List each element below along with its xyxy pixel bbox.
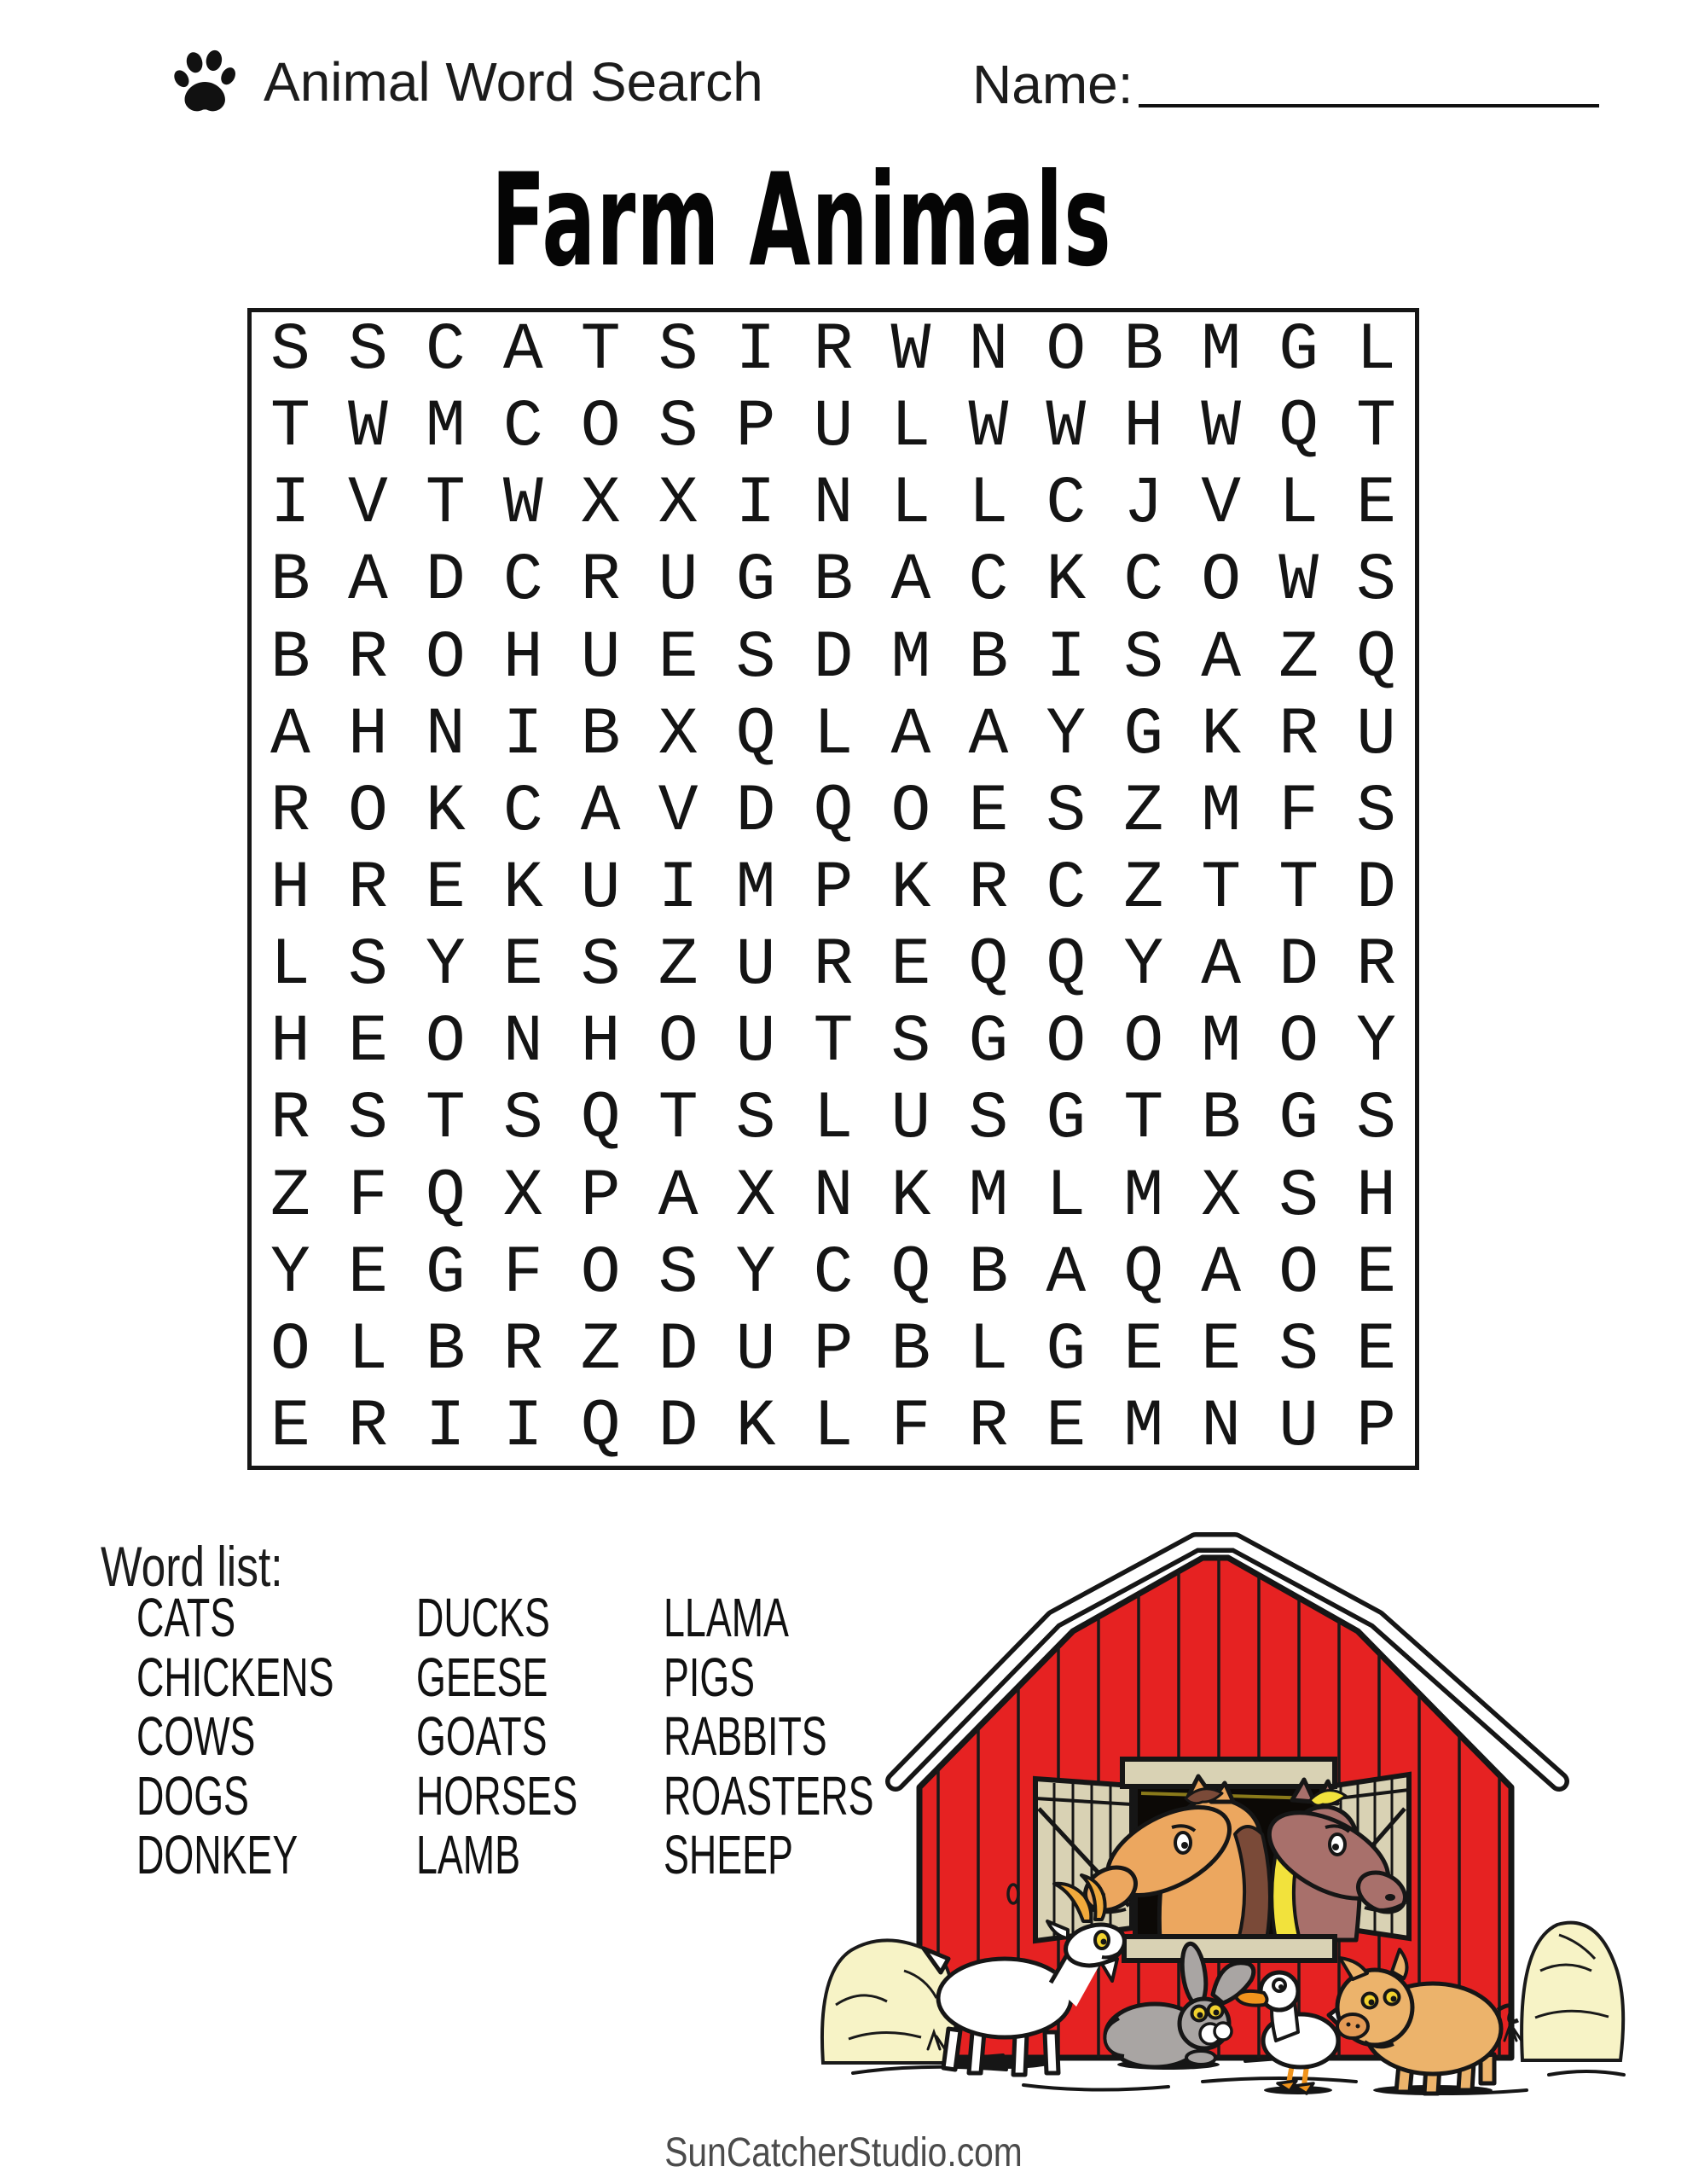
grid-letter: F: [347, 1159, 388, 1234]
grid-letter: Q: [425, 1159, 466, 1234]
grid-letter: F: [890, 1389, 931, 1465]
grid-letter: U: [1278, 1389, 1319, 1465]
grid-letter: S: [347, 313, 388, 389]
grid-letter: E: [968, 774, 1009, 850]
grid-letter: R: [347, 620, 388, 696]
grid-letter: D: [658, 1312, 699, 1388]
grid-letter: Q: [1046, 928, 1087, 1004]
grid-letter: U: [1356, 697, 1396, 773]
grid-letter: R: [813, 928, 854, 1004]
grid-letter: S: [1046, 774, 1087, 850]
grid-letter: S: [1356, 774, 1396, 850]
grid-letter: A: [1201, 928, 1242, 1004]
grid-letter: P: [813, 1312, 854, 1388]
grid-letter: B: [270, 620, 310, 696]
grid-letter: E: [1356, 1312, 1396, 1388]
grid-letter: R: [270, 774, 310, 850]
grid-letter: L: [1046, 1159, 1087, 1234]
grid-letter: S: [1278, 1159, 1319, 1234]
grid-letter: E: [658, 620, 699, 696]
grid-letter: Q: [735, 697, 776, 773]
grid-letter: P: [1356, 1389, 1396, 1465]
grid-letter: B: [890, 1312, 931, 1388]
grid-letter: R: [968, 1389, 1009, 1465]
grid-letter: A: [1201, 1235, 1242, 1311]
grid-letter: U: [658, 543, 699, 619]
grid-letter: A: [658, 1159, 699, 1234]
grid-letter: M: [425, 390, 466, 466]
word-list-item: CHICKENS: [136, 1646, 334, 1708]
grid-letter: Y: [1356, 1005, 1396, 1081]
grid-letter: H: [502, 620, 543, 696]
grid-letter: L: [813, 697, 854, 773]
grid-letter: K: [1046, 543, 1087, 619]
grid-letter: L: [347, 1312, 388, 1388]
grid-letter: E: [425, 851, 466, 926]
grid-letter: R: [347, 1389, 388, 1465]
grid-letter: Q: [1123, 1235, 1164, 1311]
grid-letter: N: [813, 1159, 854, 1234]
grid-letter: T: [1123, 1082, 1164, 1158]
grid-letter: E: [270, 1389, 310, 1465]
grid-letter: T: [425, 1082, 466, 1158]
word-list-column: [136, 1589, 416, 1885]
grid-letter: M: [890, 620, 931, 696]
grid-letter: B: [580, 697, 621, 773]
grid-letter: W: [1201, 390, 1242, 466]
grid-letter: U: [890, 1082, 931, 1158]
grid-letter: E: [1046, 1389, 1087, 1465]
grid-letter: S: [890, 1005, 931, 1081]
grid-letter: U: [813, 390, 854, 466]
grid-letter: G: [1278, 1082, 1319, 1158]
grid-letter: A: [270, 697, 310, 773]
grid-letter: E: [347, 1005, 388, 1081]
word-grid: [247, 308, 1419, 1470]
grid-letter: T: [1278, 851, 1319, 926]
word-list-item: COWS: [136, 1705, 256, 1767]
grid-letter: U: [735, 928, 776, 1004]
grid-letter: Y: [270, 1235, 310, 1311]
grid-letter: K: [502, 851, 543, 926]
grid-letter: R: [580, 543, 621, 619]
grid-letter: X: [658, 467, 699, 543]
word-list-item: LAMB: [416, 1824, 520, 1885]
grid-letter: E: [1201, 1312, 1242, 1388]
grid-letter: C: [1046, 467, 1087, 543]
grid-letter: J: [1123, 467, 1164, 543]
grid-letter: B: [968, 620, 1009, 696]
grid-letter: C: [502, 543, 543, 619]
grid-letter: C: [425, 313, 466, 389]
grid-letter: Y: [735, 1235, 776, 1311]
grid-letter: K: [735, 1389, 776, 1465]
word-list-column: [416, 1589, 664, 1885]
grid-letter: K: [425, 774, 466, 850]
grid-letter: Q: [890, 1235, 931, 1311]
grid-letter: B: [270, 543, 310, 619]
grid-letter: W: [1278, 543, 1319, 619]
grid-letter: S: [270, 313, 310, 389]
grid-letter: O: [425, 620, 466, 696]
grid-letter: L: [890, 390, 931, 466]
word-list-item: CATS: [136, 1587, 236, 1648]
grid-letter: O: [658, 1005, 699, 1081]
grid-letter: F: [1278, 774, 1319, 850]
grid-letter: W: [1046, 390, 1087, 466]
grid-letter: N: [1201, 1389, 1242, 1465]
grid-letter: D: [813, 620, 854, 696]
grid-letter: G: [425, 1235, 466, 1311]
grid-letter: M: [1201, 774, 1242, 850]
grid-letter: N: [813, 467, 854, 543]
grid-letter: T: [580, 313, 621, 389]
grid-letter: M: [968, 1159, 1009, 1234]
grid-letter: Z: [270, 1159, 310, 1234]
grid-letter: T: [658, 1082, 699, 1158]
grid-letter: M: [1201, 313, 1242, 389]
grid-letter: D: [425, 543, 466, 619]
grid-letter: D: [658, 1389, 699, 1465]
grid-letter: L: [890, 467, 931, 543]
grid-letter: H: [1356, 1159, 1396, 1234]
grid-letter: L: [968, 1312, 1009, 1388]
grid-letter: B: [813, 543, 854, 619]
grid-letter: T: [1356, 390, 1396, 466]
grid-letter: I: [270, 467, 310, 543]
grid-letter: L: [270, 928, 310, 1004]
grid-letter: S: [1356, 543, 1396, 619]
grid-letter: E: [347, 1235, 388, 1311]
name-blank-line: [1139, 104, 1599, 107]
grid-letter: T: [1201, 851, 1242, 926]
grid-letter: B: [425, 1312, 466, 1388]
grid-letter: W: [890, 313, 931, 389]
grid-letter: K: [890, 851, 931, 926]
grid-letter: O: [1278, 1005, 1319, 1081]
grid-letter: H: [270, 1005, 310, 1081]
grid-letter: I: [502, 697, 543, 773]
grid-letter: Z: [1123, 774, 1164, 850]
grid-letter: E: [890, 928, 931, 1004]
grid-letter: K: [1201, 697, 1242, 773]
grid-letter: S: [735, 620, 776, 696]
grid-letter: O: [347, 774, 388, 850]
grid-letter: M: [1123, 1389, 1164, 1465]
word-list-item: HORSES: [416, 1764, 578, 1827]
grid-letter: C: [813, 1235, 854, 1311]
grid-letter: G: [1046, 1082, 1087, 1158]
grid-letter: A: [347, 543, 388, 619]
grid-letter: O: [1046, 313, 1087, 389]
grid-letter: T: [813, 1005, 854, 1081]
window-sill-board: [1124, 1937, 1335, 1960]
grid-letter: L: [1356, 313, 1396, 389]
word-list-heading: Word list:: [101, 1535, 283, 1598]
grid-letter: Q: [1356, 620, 1396, 696]
grid-letter: S: [1123, 620, 1164, 696]
grid-letter: C: [1046, 851, 1087, 926]
grid-letter: H: [270, 851, 310, 926]
word-list-item: LLAMA: [664, 1587, 789, 1648]
grid-letter: S: [658, 390, 699, 466]
grid-letter: Y: [1123, 928, 1164, 1004]
hay-bale-right: [1522, 1923, 1623, 2060]
grid-letter: I: [425, 1389, 466, 1465]
grid-letter: X: [735, 1159, 776, 1234]
grid-letter: I: [1046, 620, 1087, 696]
grid-letter: U: [580, 851, 621, 926]
grid-letter: S: [968, 1082, 1009, 1158]
grid-letter: U: [735, 1005, 776, 1081]
grid-letter: C: [502, 390, 543, 466]
grid-letter: B: [1201, 1082, 1242, 1158]
grid-letter: A: [580, 774, 621, 850]
grid-letter: W: [347, 390, 388, 466]
grid-letter: O: [1201, 543, 1242, 619]
grid-letter: Q: [580, 1389, 621, 1465]
grid-letter: P: [735, 390, 776, 466]
grid-letter: T: [425, 467, 466, 543]
grid-letter: L: [1278, 467, 1319, 543]
word-list-item: DOGS: [136, 1764, 249, 1827]
grid-letter: Z: [658, 928, 699, 1004]
grid-letter: L: [813, 1082, 854, 1158]
paw-icon: [173, 49, 238, 114]
grid-letter: L: [968, 467, 1009, 543]
grid-letter: T: [270, 390, 310, 466]
grid-letter: L: [813, 1389, 854, 1465]
grid-letter: O: [580, 390, 621, 466]
barn-illustration: [802, 1527, 1646, 2124]
grid-letter: R: [1278, 697, 1319, 773]
header: [173, 49, 763, 114]
grid-letter: B: [968, 1235, 1009, 1311]
grid-letter: Q: [580, 1082, 621, 1158]
worksheet-series-title: Animal Word Search: [264, 51, 763, 113]
grid-letter: I: [658, 851, 699, 926]
grid-letter: G: [1046, 1312, 1087, 1388]
grid-letter: M: [1201, 1005, 1242, 1081]
grid-letter: Q: [813, 774, 854, 850]
word-list-item: GEESE: [416, 1646, 548, 1708]
grid-letter: O: [580, 1235, 621, 1311]
grid-letter: N: [502, 1005, 543, 1081]
grid-letter: K: [890, 1159, 931, 1234]
grid-letter: R: [270, 1082, 310, 1158]
grid-letter: M: [735, 851, 776, 926]
grid-letter: S: [1356, 1082, 1396, 1158]
grid-letter: C: [968, 543, 1009, 619]
grid-letter: C: [502, 774, 543, 850]
grid-letter: H: [1123, 390, 1164, 466]
grid-letter: I: [735, 313, 776, 389]
grid-letter: G: [1278, 313, 1319, 389]
grid-letter: P: [813, 851, 854, 926]
name-label: Name:: [972, 54, 1133, 115]
grid-letter: V: [1201, 467, 1242, 543]
grid-letter: B: [1123, 313, 1164, 389]
grid-letter: G: [735, 543, 776, 619]
grid-letter: H: [580, 1005, 621, 1081]
grid-letter: G: [968, 1005, 1009, 1081]
grid-letter: X: [658, 697, 699, 773]
word-list-item: DUCKS: [416, 1587, 550, 1648]
grid-letter: S: [502, 1082, 543, 1158]
grid-letter: S: [658, 1235, 699, 1311]
grid-letter: D: [1278, 928, 1319, 1004]
grid-letter: F: [502, 1235, 543, 1311]
grid-letter: O: [1123, 1005, 1164, 1081]
name-block: [972, 53, 1599, 116]
word-list-item: SHEEP: [664, 1824, 793, 1885]
grid-letter: A: [1046, 1235, 1087, 1311]
grid-letter: O: [270, 1312, 310, 1388]
grid-letter: G: [1123, 697, 1164, 773]
word-list-item: GOATS: [416, 1705, 548, 1767]
grid-letter: N: [968, 313, 1009, 389]
grid-letter: S: [347, 1082, 388, 1158]
grid-letter: R: [347, 851, 388, 926]
grid-letter: O: [425, 1005, 466, 1081]
word-list-item: DONKEY: [136, 1824, 299, 1885]
grid-letter: Q: [968, 928, 1009, 1004]
grid-letter: V: [347, 467, 388, 543]
grid-letter: E: [1356, 467, 1396, 543]
grid-letter: R: [813, 313, 854, 389]
grid-letter: E: [1356, 1235, 1396, 1311]
grid-letter: A: [890, 697, 931, 773]
grid-letter: W: [502, 467, 543, 543]
grid-letter: A: [968, 697, 1009, 773]
grid-letter: S: [658, 313, 699, 389]
grid-letter: S: [347, 928, 388, 1004]
grid-letter: R: [968, 851, 1009, 926]
grid-letter: U: [580, 620, 621, 696]
grid-letter: X: [580, 467, 621, 543]
grid-letter: E: [502, 928, 543, 1004]
grid-letter: Z: [580, 1312, 621, 1388]
grid-letter: W: [968, 390, 1009, 466]
grid-letter: P: [580, 1159, 621, 1234]
grid-letter: O: [890, 774, 931, 850]
grid-letter: O: [1278, 1235, 1319, 1311]
grid-letter: M: [1123, 1159, 1164, 1234]
grid-letter: X: [1201, 1159, 1242, 1234]
grid-letter: C: [1123, 543, 1164, 619]
grid-letter: I: [502, 1389, 543, 1465]
grid-letter: E: [1123, 1312, 1164, 1388]
grid-letter: D: [735, 774, 776, 850]
grid-letter: D: [1356, 851, 1396, 926]
grid-letter: Z: [1123, 851, 1164, 926]
grid-letter: V: [658, 774, 699, 850]
grid-letter: A: [1201, 620, 1242, 696]
grid-letter: N: [425, 697, 466, 773]
grid-letter: U: [735, 1312, 776, 1388]
grid-letter: A: [502, 313, 543, 389]
grid-letter: S: [735, 1082, 776, 1158]
grid-letter: A: [890, 543, 931, 619]
grid-letter: Y: [1046, 697, 1087, 773]
word-list-item: RABBITS: [664, 1705, 827, 1767]
grid-letter: O: [1046, 1005, 1087, 1081]
grid-letter: H: [347, 697, 388, 773]
grid-letter: Q: [1278, 390, 1319, 466]
grid-letter: S: [1278, 1312, 1319, 1388]
word-list-item: ROASTERS: [664, 1764, 874, 1827]
grid-letter: R: [502, 1312, 543, 1388]
grid-letter: R: [1356, 928, 1396, 1004]
grid-letter: S: [580, 928, 621, 1004]
grid-letter: X: [502, 1159, 543, 1234]
grid-letter: I: [735, 467, 776, 543]
word-list-item: PIGS: [664, 1646, 756, 1708]
grid-letter: Z: [1278, 620, 1319, 696]
footer-site-url: SunCatcherStudio.com: [664, 2130, 1023, 2175]
grid-letter: Y: [425, 928, 466, 1004]
page-title: Farm Animals: [491, 147, 1112, 295]
